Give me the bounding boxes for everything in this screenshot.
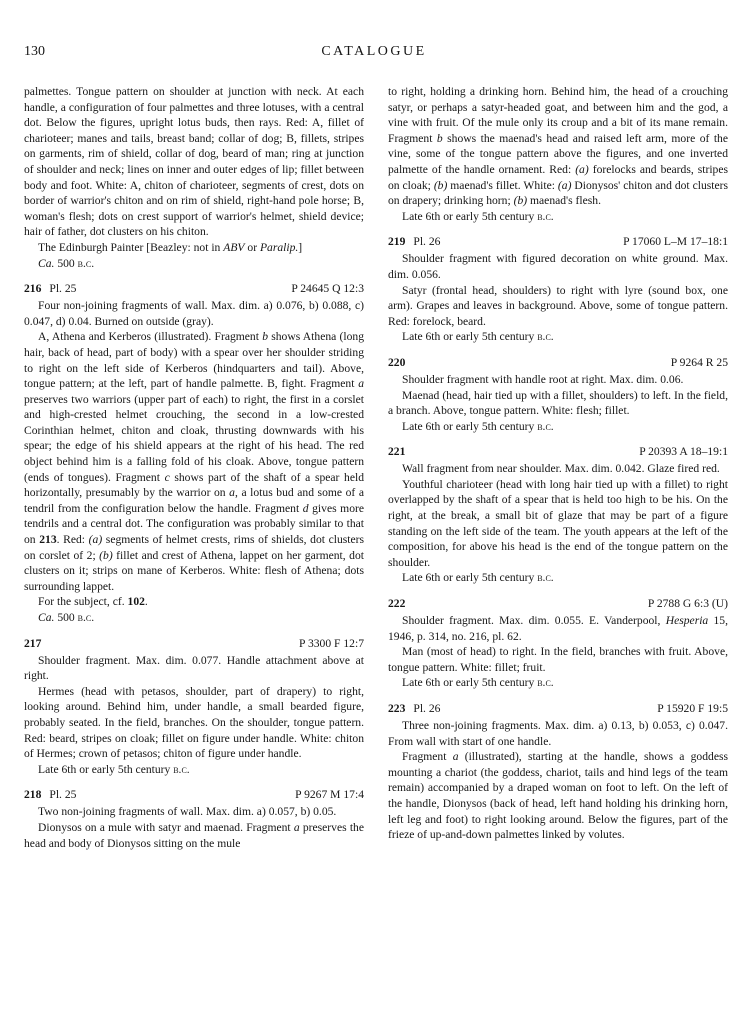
entry-217-description: Shoulder fragment. Max. dim. 0.077. Handle attachment above at right. xyxy=(24,653,364,683)
entry-220-heading xyxy=(388,355,728,372)
page-number: 130 xyxy=(24,44,45,59)
entry-219-date: Late 6th or early 5th century b.c. xyxy=(402,330,554,344)
plate-ref: Pl. 26 xyxy=(413,702,441,715)
painter-attribution: The Edinburgh Painter [Beazley: not in ABV or Paralip.] xyxy=(38,240,303,254)
entry-221-body: Youthful charioteer (head with long hair tied up with a fillet) to right overlapped by the shaft of a spear that is held too high to be his. On the right, at the break, a small bit of glaze that may be part of a figure standing on the left side of the team. The youth appears at the left of the composition, for above his head is the end of the tongue pattern on the shoulder. xyxy=(388,477,728,569)
inventory-number: P 2788 G 6:3 (U) xyxy=(647,597,728,611)
inventory-number: P 3300 F 12:7 xyxy=(299,636,364,650)
inventory-number: P 17060 L–M 17–18:1 xyxy=(623,235,728,249)
entry-223-body: Fragment a (illustrated), starting at the handle, shows a goddess mounting a chariot (the goddess, chariot, tails and hind legs of the team remain) accompanied by a draped woman on foot to left. On the left of the handle, Dionysos (back of head, left hand holding his drinking horn, left leg and foot) to right looking around. Below the figures, part of the frieze of up-and-down palmettes linked by volutes. xyxy=(388,750,728,842)
entry-number: 217 xyxy=(24,636,42,650)
date-line: Ca. 500 b.c. xyxy=(38,256,95,270)
entry-219-description: Shoulder fragment with figured decoration on white ground. Max. dim. 0.056. xyxy=(388,252,728,281)
inventory-number: P 15920 F 19:5 xyxy=(657,702,728,715)
entry-number: 220 xyxy=(388,355,406,369)
entry-number: 221 xyxy=(388,445,406,459)
inventory-number: P 20393 A 18–19:1 xyxy=(639,445,728,459)
entry-221-description: Wall fragment from near shoulder. Max. dim. 0.042. Glaze fired red. xyxy=(402,462,720,476)
continued-paragraph: to right, holding a drinking horn. Behind him, the head of a crouching satyr, or perhaps a satyr-headed goat, and between him and the god, a vine with fruit. Of the mule only its croup and a bit of its mane remain. Fragment b shows the maenad's head and raised left arm, more of the vine, some of the tongue pattern above the figures, and one inverted palmette of the handle ornament. Red: (a) forelocks and beards, stripes on cloak; (b) maenad's fillet. White: (a) Dionysos' chiton and dot clusters on drapery; drinking horn; (b) maenad's flesh. xyxy=(388,85,728,208)
entry-216-date: Ca. 500 b.c. xyxy=(38,611,95,624)
continued-paragraph: palmettes. Tongue pattern on shoulder at junction with neck. At each handle, a configuration of four palmettes and three lotuses, with a central dot. Below the figures, upright lotus buds, then rays. Red: A, fillet of charioteer; manes and tails, breast band; collar of dog; B, fillets, stripes on garments, rim of shield, collar of dog, beard of man; ring at junction of shoulder and neck; lines on inner and outer edges of lip; fillet between body and foot. White: A, chiton of charioteer, segments of crest, dots on border of warrior's chiton and on rim of shield, right-hand pole horse; B, woman's flesh; dots on crest support of warrior's helmet, shield device; hair of father, dot clusters on his chiton. xyxy=(24,85,364,239)
entry-223-heading xyxy=(388,701,728,718)
entry-222-heading xyxy=(388,596,728,613)
entry-222-date: Late 6th or early 5th century b.c. xyxy=(402,676,554,690)
entry-218-date: Late 6th or early 5th century b.c. xyxy=(402,209,554,223)
plate-ref: Pl. 26 xyxy=(413,235,441,249)
entry-number: 216 xyxy=(24,282,42,296)
entry-222-body: Man (most of head) to right. In the field, branches with fruit. Above, tongue pattern. White: fillet; fruit. xyxy=(388,645,728,674)
plate-ref: Pl. 25 xyxy=(49,282,77,296)
entry-220-description: Shoulder fragment with handle root at right. Max. dim. 0.06. xyxy=(402,372,684,386)
entry-219-body: Satyr (frontal head, shoulders) to right with lyre (sound box, one arm). Grapes and leaves in background. Above, some of tongue pattern. Red: forelock, beard. xyxy=(388,283,728,328)
entry-number: 223 xyxy=(388,702,406,715)
entry-218-body: Dionysos on a mule with satyr and maenad. Fragment a preserves the head and body of Dionysos sitting on the mule xyxy=(24,820,364,850)
entry-218-heading xyxy=(24,787,364,804)
entry-number: 218 xyxy=(24,788,42,802)
entry-217-heading xyxy=(24,636,364,653)
left-column xyxy=(24,84,364,851)
entry-223-description: Three non-joining fragments. Max. dim. a) 0.13, b) 0.053, c) 0.047. From wall with start of one handle. xyxy=(388,719,728,748)
entry-number: 219 xyxy=(388,235,406,249)
entry-216-description: Four non-joining fragments of wall. Max. dim. a) 0.076, b) 0.088, c) 0.047, d) 0.04. Burned on outside (gray). xyxy=(24,299,364,328)
right-column xyxy=(388,84,728,843)
entry-222-description: Shoulder fragment. Max. dim. 0.055. E. Vanderpool, Hesperia 15, 1946, p. 314, no. 216, pl. 62. xyxy=(388,614,728,643)
entry-216-body: A, Athena and Kerberos (illustrated). Fragment b shows Athena (long hair, back of head, part of body) with a spear over her shoulder striding to right on the left side of Kerberos (hindquarters and tail). Above, tongue pattern; at the left, part of handle palmette. B, fight. Fragment a preserves two warriors (upper part of each) to right, the first in a corslet and high-crested helmet crouching, the second in a low-crested Corinthian helmet, chiton and cloak, thrusting downwards with his spear; the edge of his shield appears at the right of his head. The red object behind him is a falling fold of his cloak. Above, tongue pattern (ends of tongues). Fragment c shows part of the shaft of a spear held horizontally, presumably by the warrior on a, a lotus bud and some of a tendril from the configuration below the handle. Fragment d gives more tendrils and a central dot. The configuration was probably similar to that on 213. Red: (a) segments of helmet crests, rims of shields, dot clusters on corslet of 2; (b) fillet and crest of Athena, lappet on her garment, dot clusters on it; strips on mane of Kerberos. White: flesh of Athena; dots surrounding lappet. xyxy=(24,330,365,593)
entry-218-description: Two non-joining fragments of wall. Max. dim. a) 0.057, b) 0.05. xyxy=(38,805,337,819)
entry-number: 222 xyxy=(388,597,406,611)
inventory-number: P 24645 Q 12:3 xyxy=(291,282,364,296)
inventory-number: P 9267 M 17:4 xyxy=(295,788,364,802)
plate-ref: Pl. 25 xyxy=(49,788,77,802)
entry-221-date: Late 6th or early 5th century b.c. xyxy=(402,571,554,585)
page-header xyxy=(24,44,724,64)
running-title: CATALOGUE xyxy=(321,44,427,59)
entry-220-body: Maenad (head, hair tied up with a fillet, shoulders) to left. In the field, a branch. Above, tongue pattern. White: flesh; fillet. xyxy=(388,388,728,418)
entry-220-date: Late 6th or early 5th century b.c. xyxy=(402,419,554,433)
entry-217-date: Late 6th or early 5th century b.c. xyxy=(38,762,190,776)
entry-216-heading xyxy=(24,281,364,298)
entry-216-subject: For the subject, cf. 102. xyxy=(38,595,148,609)
inventory-number: P 9264 R 25 xyxy=(670,355,728,369)
entry-217-body: Hermes (head with petasos, shoulder, part of drapery) to right, looking around. Behind him, under handle, a small bearded figure, probably seated. In the field, branches. On the shoulder, tongue pattern. Red: beard, stripes on cloak; fillet on figure under handle. White: chiton of Hermes; crown of petasos; chiton of figure under handle. xyxy=(24,684,364,761)
entry-219-heading xyxy=(388,234,728,251)
entry-221-heading xyxy=(388,444,728,461)
